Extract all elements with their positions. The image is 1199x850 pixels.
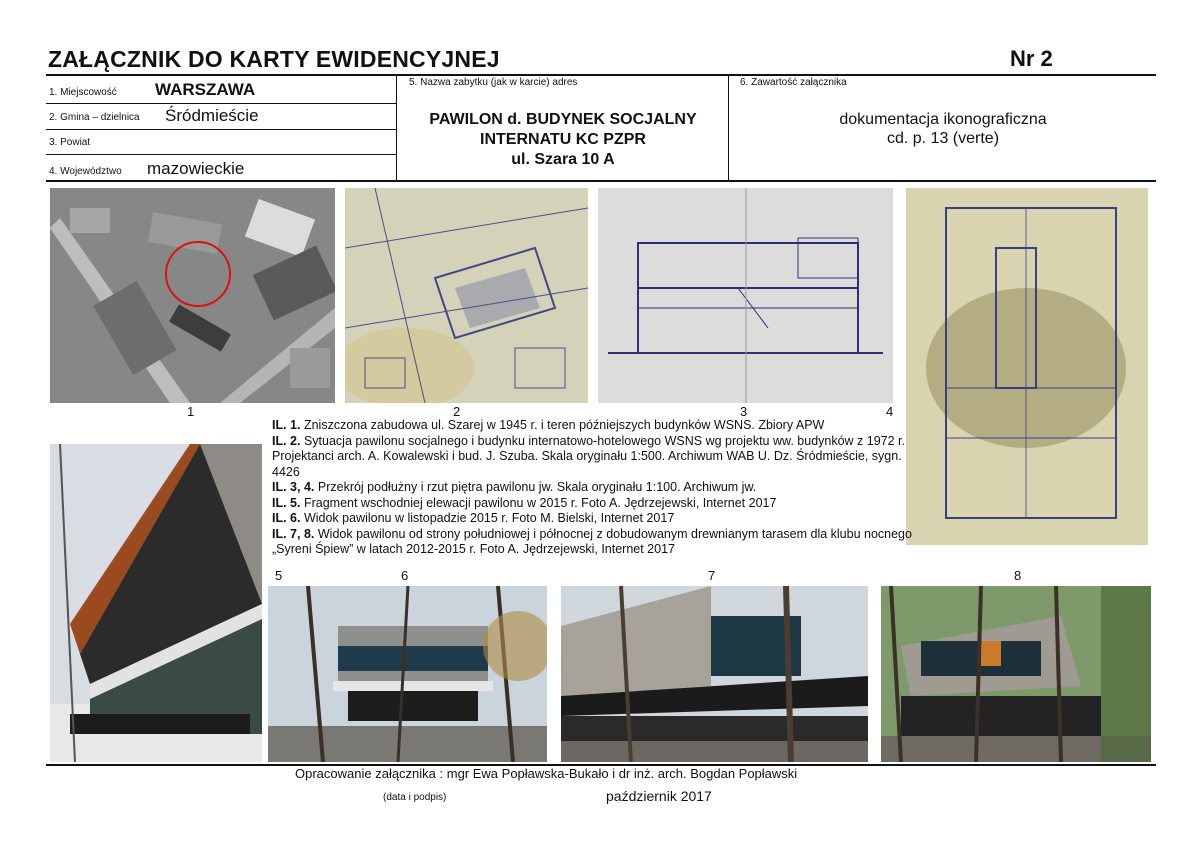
monument-name-line1: PAWILON d. BUDYNEK SOCJALNY xyxy=(429,111,697,128)
caption-6: IL. 7, 8. Widok pawilonu od strony południowej i północnej z dobudowanym drewnianym tarasem dla klubu nocnego „Syreni Śpiew” w latach 2012-2015 r. Foto A. Jędrzejewski, Internet 2017 xyxy=(272,526,912,556)
field-label-gmina: 2. Gmina – dzielnica xyxy=(49,112,140,123)
field-label-nazwa: 5. Nazwa zabytku (jak w karcie) adres xyxy=(409,77,578,88)
column-divider-1 xyxy=(396,75,397,181)
aerial-photo-1945 xyxy=(50,188,335,403)
figure-number-5: 5 xyxy=(275,568,283,583)
field-label-powiat: 3. Powiat xyxy=(49,137,91,148)
attachment-content-line1: dokumentacja ikonograficzna xyxy=(839,111,1047,128)
attachment-content-line2: cd. p. 13 (verte) xyxy=(886,130,1000,147)
photo-north-view-terrace xyxy=(881,586,1151,762)
field-value-gmina: Śródmieście xyxy=(165,106,259,125)
floor-plan-drawing xyxy=(906,188,1148,545)
longitudinal-section-drawing xyxy=(598,188,893,403)
document-number: Nr 2 xyxy=(1010,46,1053,71)
monument-address: ul. Szara 10 A xyxy=(511,151,615,168)
figure-number-8: 8 xyxy=(1014,568,1022,583)
document-title: ZAŁĄCZNIK DO KARTY EWIDENCYJNEJ xyxy=(48,46,500,72)
caption-1: IL. 1. Zniszczona zabudowa ul. Szarej w 1945 r. i teren późniejszych budynków WSNS. Zbiory APW xyxy=(272,418,825,432)
figure-captions xyxy=(272,418,912,558)
caption-2: IL. 2. Sytuacja pawilonu socjalnego i budynku internatowo-hotelowego WSNS wg projektu ww. budynków z 1972 r. Projektanci arch. A. Kowalewski i bud. J. Szuba. Skala oryginału 1:500. Archiwum WAB U. Dz. Śródmieście, sygn. 4426 xyxy=(272,433,905,479)
row-rule-3 xyxy=(46,154,396,155)
column-divider-2 xyxy=(728,75,729,181)
monument-name-line2: INTERNATU KC PZPR xyxy=(480,131,646,148)
prepared-by: Opracowanie załącznika : mgr Ewa Popławska-Bukało i dr inż. arch. Bogdan Popławski xyxy=(295,766,798,781)
figure-number-6: 6 xyxy=(401,568,409,583)
caption-4: IL. 5. Fragment wschodniej elewacji pawilonu w 2015 r. Foto A. Jędrzejewski, Internet 2017 xyxy=(272,495,777,510)
caption-3: IL. 3, 4. Przekrój podłużny i rzut piętra pawilonu jw. Skala oryginału 1:100. Archiwum jw. xyxy=(272,480,757,494)
figure-number-1: 1 xyxy=(187,404,195,419)
monument-name xyxy=(398,110,728,170)
figure-number-7: 7 xyxy=(708,568,716,583)
row-rule-2 xyxy=(46,129,396,130)
photo-east-facade-fragment xyxy=(50,444,262,762)
field-label-wojewodztwo: 4. Województwo xyxy=(49,166,122,177)
date-signature-label: (data i podpis) xyxy=(383,792,447,803)
header-top-rule xyxy=(46,74,1156,76)
caption-5: IL. 6. Widok pawilonu w listopadzie 2015 r. Foto M. Bielski, Internet 2017 xyxy=(272,511,675,525)
figure-number-4: 4 xyxy=(886,404,894,419)
document-date: październik 2017 xyxy=(606,788,712,804)
figure-number-3: 3 xyxy=(740,404,748,419)
field-value-miejscowosc: WARSZAWA xyxy=(155,80,256,99)
site-plan-drawing xyxy=(345,188,588,403)
field-value-wojewodztwo: mazowieckie xyxy=(147,159,245,178)
field-label-miejscowosc: 1. Miejscowość xyxy=(49,87,117,98)
attachment-content xyxy=(730,110,1156,148)
row-rule-1 xyxy=(46,103,396,104)
photo-pavilion-november-2015 xyxy=(268,586,547,762)
header-bottom-rule xyxy=(46,180,1156,182)
photo-south-view-terrace xyxy=(561,586,868,762)
field-label-zawartosc: 6. Zawartość załącznika xyxy=(740,77,847,88)
figure-number-2: 2 xyxy=(453,404,461,419)
